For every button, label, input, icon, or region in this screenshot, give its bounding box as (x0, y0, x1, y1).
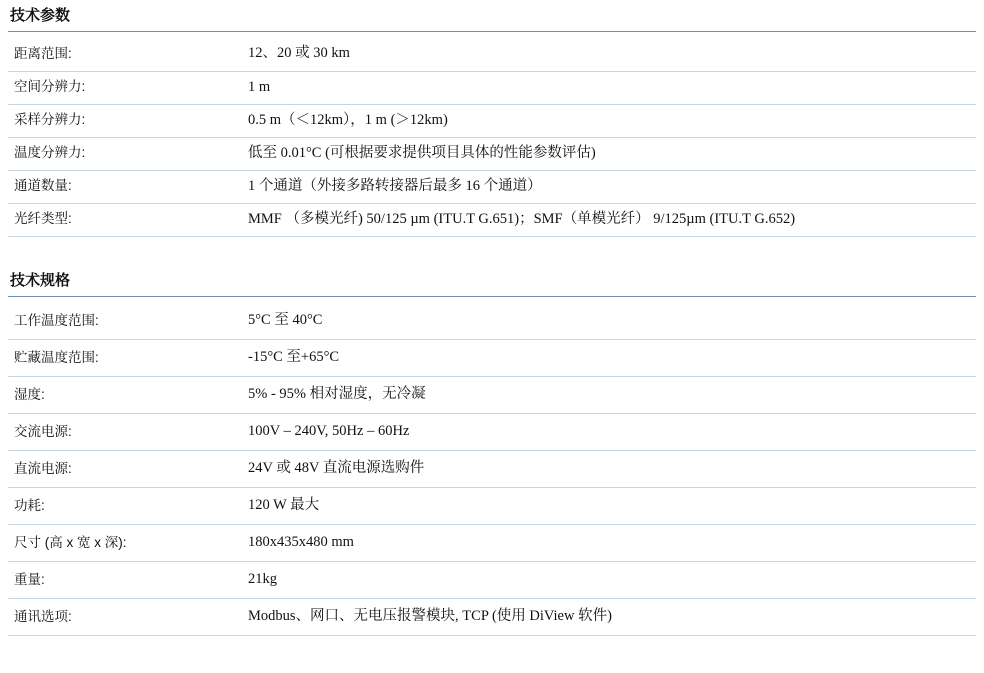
table-row (8, 451, 976, 488)
row-label: 工作温度范围: (8, 303, 242, 340)
row-value: 5°C 至 40°C (242, 303, 976, 340)
row-value: 0.5 m（＜12km），1 m (＞12km) (242, 104, 976, 137)
row-label: 湿度: (8, 377, 242, 414)
table-row (8, 562, 976, 599)
section-title: 技术规格 (8, 265, 976, 297)
table-row (8, 38, 976, 71)
table-row (8, 488, 976, 525)
table-row (8, 170, 976, 203)
section-spacer (8, 237, 976, 265)
row-label: 通讯选项: (8, 599, 242, 636)
row-label: 尺寸 (高 x 宽 x 深): (8, 525, 242, 562)
technical-specifications-table (8, 303, 976, 637)
row-value: 120 W 最大 (242, 488, 976, 525)
section-technical-specifications (8, 265, 976, 637)
section-title: 技术参数 (8, 0, 976, 32)
table-row (8, 203, 976, 236)
section-technical-parameters (8, 0, 976, 237)
row-label: 温度分辨力: (8, 137, 242, 170)
table-row (8, 340, 976, 377)
row-label: 通道数量: (8, 170, 242, 203)
table-row (8, 71, 976, 104)
row-label: 直流电源: (8, 451, 242, 488)
row-value: MMF （多模光纤) 50/125 µm (ITU.T G.651)；SMF（单模光纤） 9/125µm (ITU.T G.652) (242, 203, 976, 236)
table-row (8, 303, 976, 340)
table-row (8, 414, 976, 451)
technical-parameters-table (8, 38, 976, 237)
row-label: 功耗: (8, 488, 242, 525)
row-label: 交流电源: (8, 414, 242, 451)
row-label: 距离范围: (8, 38, 242, 71)
row-label: 重量: (8, 562, 242, 599)
table-row (8, 525, 976, 562)
row-value: 24V 或 48V 直流电源选购件 (242, 451, 976, 488)
row-label: 采样分辨力: (8, 104, 242, 137)
table-row (8, 104, 976, 137)
row-value: 1 个通道（外接多路转接器后最多 16 个通道） (242, 170, 976, 203)
row-label: 光纤类型: (8, 203, 242, 236)
row-value: -15°C 至+65°C (242, 340, 976, 377)
table-row (8, 599, 976, 636)
row-value: 5% - 95% 相对湿度，无冷凝 (242, 377, 976, 414)
row-value: 低至 0.01°C (可根据要求提供项目具体的性能参数评估) (242, 137, 976, 170)
row-value: Modbus、网口、无电压报警模块, TCP (使用 DiView 软件) (242, 599, 976, 636)
row-value: 1 m (242, 71, 976, 104)
table-row (8, 137, 976, 170)
table-row (8, 377, 976, 414)
row-value: 100V – 240V, 50Hz – 60Hz (242, 414, 976, 451)
row-value: 12、20 或 30 km (242, 38, 976, 71)
row-value: 21kg (242, 562, 976, 599)
row-value: 180x435x480 mm (242, 525, 976, 562)
row-label: 空间分辨力: (8, 71, 242, 104)
row-label: 贮藏温度范围: (8, 340, 242, 377)
